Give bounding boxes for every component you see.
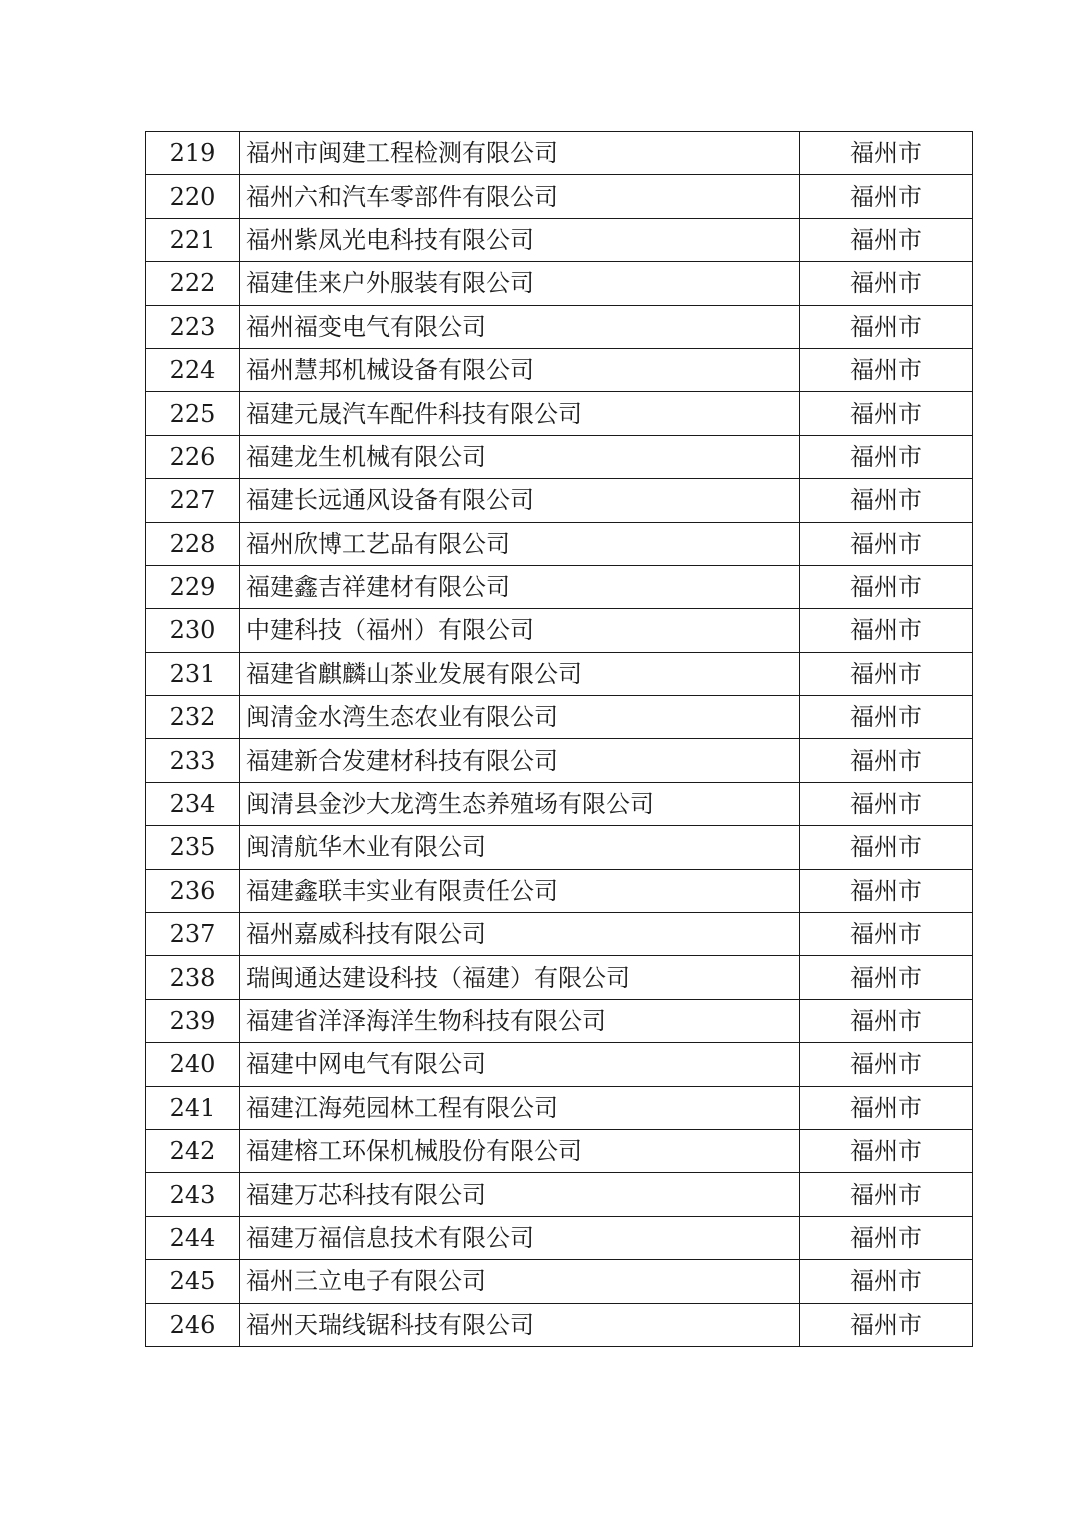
company-name: 福州福变电气有限公司 <box>240 305 800 348</box>
row-number: 236 <box>146 869 240 912</box>
table-row <box>146 132 973 175</box>
table-row <box>146 1129 973 1172</box>
city-name: 福州市 <box>800 1043 973 1086</box>
table-row <box>146 1260 973 1303</box>
table-row <box>146 696 973 739</box>
table-row <box>146 1303 973 1346</box>
city-name: 福州市 <box>800 696 973 739</box>
city-name: 福州市 <box>800 869 973 912</box>
row-number: 243 <box>146 1173 240 1216</box>
row-number: 231 <box>146 652 240 695</box>
table-row <box>146 869 973 912</box>
row-number: 232 <box>146 696 240 739</box>
row-number: 222 <box>146 262 240 305</box>
table-row <box>146 175 973 218</box>
company-name: 福州三立电子有限公司 <box>240 1260 800 1303</box>
company-name: 福州市闽建工程检测有限公司 <box>240 132 800 175</box>
table-row <box>146 913 973 956</box>
row-number: 242 <box>146 1129 240 1172</box>
city-name: 福州市 <box>800 999 973 1042</box>
row-number: 245 <box>146 1260 240 1303</box>
table-row <box>146 479 973 522</box>
row-number: 233 <box>146 739 240 782</box>
row-number: 239 <box>146 999 240 1042</box>
company-name: 福州慧邦机械设备有限公司 <box>240 348 800 391</box>
table-row <box>146 262 973 305</box>
row-number: 234 <box>146 782 240 825</box>
table-row <box>146 218 973 261</box>
row-number: 225 <box>146 392 240 435</box>
table-row <box>146 739 973 782</box>
company-name: 福建中网电气有限公司 <box>240 1043 800 1086</box>
table-row <box>146 652 973 695</box>
row-number: 220 <box>146 175 240 218</box>
company-name: 福建省洋泽海洋生物科技有限公司 <box>240 999 800 1042</box>
company-name: 福建鑫联丰实业有限责任公司 <box>240 869 800 912</box>
company-name: 福建长远通风设备有限公司 <box>240 479 800 522</box>
table-row <box>146 305 973 348</box>
company-name: 福州嘉威科技有限公司 <box>240 913 800 956</box>
table-row <box>146 1086 973 1129</box>
city-name: 福州市 <box>800 175 973 218</box>
row-number: 235 <box>146 826 240 869</box>
company-name: 福州六和汽车零部件有限公司 <box>240 175 800 218</box>
table-row <box>146 522 973 565</box>
company-name: 闽清金水湾生态农业有限公司 <box>240 696 800 739</box>
company-name: 福建万芯科技有限公司 <box>240 1173 800 1216</box>
row-number: 229 <box>146 565 240 608</box>
table-row <box>146 999 973 1042</box>
row-number: 223 <box>146 305 240 348</box>
city-name: 福州市 <box>800 1260 973 1303</box>
row-number: 244 <box>146 1216 240 1259</box>
city-name: 福州市 <box>800 739 973 782</box>
city-name: 福州市 <box>800 435 973 478</box>
company-name: 中建科技（福州）有限公司 <box>240 609 800 652</box>
row-number: 221 <box>146 218 240 261</box>
row-number: 240 <box>146 1043 240 1086</box>
table-row <box>146 565 973 608</box>
table-row <box>146 392 973 435</box>
company-name: 福建鑫吉祥建材有限公司 <box>240 565 800 608</box>
city-name: 福州市 <box>800 652 973 695</box>
city-name: 福州市 <box>800 522 973 565</box>
city-name: 福州市 <box>800 1129 973 1172</box>
company-name: 福建榕工环保机械股份有限公司 <box>240 1129 800 1172</box>
city-name: 福州市 <box>800 348 973 391</box>
city-name: 福州市 <box>800 1086 973 1129</box>
city-name: 福州市 <box>800 305 973 348</box>
table-row <box>146 1216 973 1259</box>
table-row <box>146 826 973 869</box>
row-number: 227 <box>146 479 240 522</box>
city-name: 福州市 <box>800 262 973 305</box>
table-row <box>146 435 973 478</box>
city-name: 福州市 <box>800 218 973 261</box>
row-number: 230 <box>146 609 240 652</box>
city-name: 福州市 <box>800 132 973 175</box>
company-list-table <box>145 131 973 1347</box>
row-number: 237 <box>146 913 240 956</box>
row-number: 226 <box>146 435 240 478</box>
city-name: 福州市 <box>800 1173 973 1216</box>
city-name: 福州市 <box>800 913 973 956</box>
company-name: 福州欣博工艺品有限公司 <box>240 522 800 565</box>
row-number: 238 <box>146 956 240 999</box>
table-body <box>146 132 973 1347</box>
company-name: 福建龙生机械有限公司 <box>240 435 800 478</box>
table-row <box>146 1173 973 1216</box>
row-number: 224 <box>146 348 240 391</box>
company-name: 福建元晟汽车配件科技有限公司 <box>240 392 800 435</box>
city-name: 福州市 <box>800 565 973 608</box>
company-name: 福州紫凤光电科技有限公司 <box>240 218 800 261</box>
company-name: 福建佳来户外服装有限公司 <box>240 262 800 305</box>
city-name: 福州市 <box>800 1303 973 1346</box>
company-name: 闽清航华木业有限公司 <box>240 826 800 869</box>
table-row <box>146 782 973 825</box>
table-row <box>146 609 973 652</box>
row-number: 241 <box>146 1086 240 1129</box>
company-name: 福建江海苑园林工程有限公司 <box>240 1086 800 1129</box>
city-name: 福州市 <box>800 826 973 869</box>
table-row <box>146 348 973 391</box>
company-name: 瑞闽通达建设科技（福建）有限公司 <box>240 956 800 999</box>
row-number: 246 <box>146 1303 240 1346</box>
city-name: 福州市 <box>800 479 973 522</box>
table-row <box>146 1043 973 1086</box>
city-name: 福州市 <box>800 1216 973 1259</box>
city-name: 福州市 <box>800 392 973 435</box>
row-number: 228 <box>146 522 240 565</box>
company-name: 福州天瑞线锯科技有限公司 <box>240 1303 800 1346</box>
company-name: 福建省麒麟山茶业发展有限公司 <box>240 652 800 695</box>
company-name: 福建新合发建材科技有限公司 <box>240 739 800 782</box>
city-name: 福州市 <box>800 956 973 999</box>
row-number: 219 <box>146 132 240 175</box>
table-row <box>146 956 973 999</box>
city-name: 福州市 <box>800 609 973 652</box>
company-name: 福建万福信息技术有限公司 <box>240 1216 800 1259</box>
city-name: 福州市 <box>800 782 973 825</box>
company-name: 闽清县金沙大龙湾生态养殖场有限公司 <box>240 782 800 825</box>
